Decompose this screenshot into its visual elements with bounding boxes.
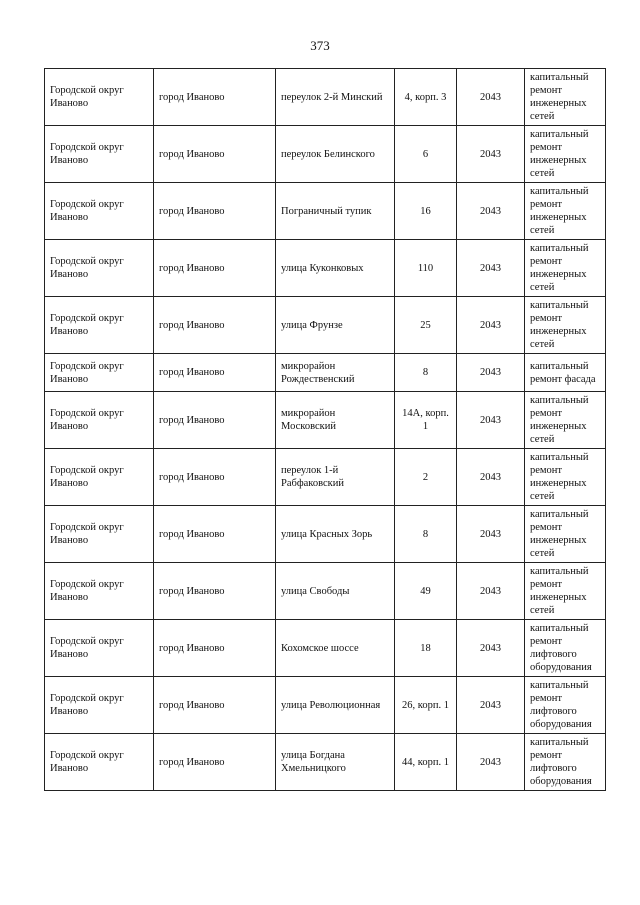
city-cell: город Иваново [154,563,276,620]
year-cell: 2043 [457,354,525,392]
city-cell: город Иваново [154,620,276,677]
year-cell: 2043 [457,297,525,354]
table-row [45,506,606,563]
district-cell: Городской округ Иваново [45,240,154,297]
street-cell: переулок 1-й Рабфаковский [276,449,395,506]
work-type-cell: капитальный ремонт инженерных сетей [525,563,606,620]
city-cell: город Иваново [154,734,276,791]
page-number: 373 [310,38,330,53]
city-cell: город Иваново [154,183,276,240]
table-row [45,126,606,183]
city-cell: город Иваново [154,506,276,563]
district-cell: Городской округ Иваново [45,354,154,392]
year-cell: 2043 [457,506,525,563]
city-cell: город Иваново [154,126,276,183]
year-cell: 2043 [457,449,525,506]
street-cell: Кохомское шоссе [276,620,395,677]
table-row [45,297,606,354]
year-cell: 2043 [457,69,525,126]
street-cell: переулок 2-й Минский [276,69,395,126]
street-cell: улица Революционная [276,677,395,734]
table-body [45,69,606,791]
work-type-cell: капитальный ремонт инженерных сетей [525,506,606,563]
work-type-cell: капитальный ремонт инженерных сетей [525,126,606,183]
street-cell: улица Красных Зорь [276,506,395,563]
district-cell: Городской округ Иваново [45,506,154,563]
house-number-cell: 6 [395,126,457,183]
district-cell: Городской округ Иваново [45,392,154,449]
work-type-cell: капитальный ремонт инженерных сетей [525,297,606,354]
house-number-cell: 44, корп. 1 [395,734,457,791]
city-cell: город Иваново [154,392,276,449]
work-type-cell: капитальный ремонт инженерных сетей [525,69,606,126]
work-type-cell: капитальный ремонт инженерных сетей [525,240,606,297]
work-type-cell: капитальный ремонт лифтового оборудования [525,734,606,791]
district-cell: Городской округ Иваново [45,620,154,677]
work-type-cell: капитальный ремонт инженерных сетей [525,392,606,449]
table-row [45,677,606,734]
district-cell: Городской округ Иваново [45,297,154,354]
year-cell: 2043 [457,677,525,734]
table-row [45,240,606,297]
year-cell: 2043 [457,240,525,297]
street-cell: улица Богдана Хмельницкого [276,734,395,791]
house-number-cell: 25 [395,297,457,354]
house-number-cell: 16 [395,183,457,240]
year-cell: 2043 [457,734,525,791]
city-cell: город Иваново [154,354,276,392]
house-number-cell: 26, корп. 1 [395,677,457,734]
district-cell: Городской округ Иваново [45,183,154,240]
street-cell: переулок Белинского [276,126,395,183]
table-row [45,183,606,240]
table-row [45,69,606,126]
table-row [45,392,606,449]
house-number-cell: 14А, корп. 1 [395,392,457,449]
street-cell: микрорайон Московский [276,392,395,449]
work-type-cell: капитальный ремонт инженерных сетей [525,183,606,240]
district-cell: Городской округ Иваново [45,677,154,734]
house-number-cell: 18 [395,620,457,677]
house-number-cell: 4, корп. 3 [395,69,457,126]
city-cell: город Иваново [154,69,276,126]
city-cell: город Иваново [154,240,276,297]
year-cell: 2043 [457,126,525,183]
district-cell: Городской округ Иваново [45,69,154,126]
street-cell: микрорайон Рождественский [276,354,395,392]
house-number-cell: 49 [395,563,457,620]
table-row [45,449,606,506]
street-cell: улица Куконковых [276,240,395,297]
year-cell: 2043 [457,183,525,240]
city-cell: город Иваново [154,297,276,354]
housing-repair-table [44,68,606,791]
table-row [45,563,606,620]
year-cell: 2043 [457,620,525,677]
city-cell: город Иваново [154,677,276,734]
house-number-cell: 8 [395,354,457,392]
city-cell: город Иваново [154,449,276,506]
work-type-cell: капитальный ремонт инженерных сетей [525,449,606,506]
work-type-cell: капитальный ремонт фасада [525,354,606,392]
street-cell: улица Фрунзе [276,297,395,354]
district-cell: Городской округ Иваново [45,734,154,791]
house-number-cell: 110 [395,240,457,297]
street-cell: улица Свободы [276,563,395,620]
table-row [45,354,606,392]
district-cell: Городской округ Иваново [45,126,154,183]
street-cell: Пограничный тупик [276,183,395,240]
year-cell: 2043 [457,563,525,620]
house-number-cell: 2 [395,449,457,506]
work-type-cell: капитальный ремонт лифтового оборудования [525,620,606,677]
district-cell: Городской округ Иваново [45,449,154,506]
district-cell: Городской округ Иваново [45,563,154,620]
year-cell: 2043 [457,392,525,449]
work-type-cell: капитальный ремонт лифтового оборудования [525,677,606,734]
house-number-cell: 8 [395,506,457,563]
table-row [45,734,606,791]
table-row [45,620,606,677]
